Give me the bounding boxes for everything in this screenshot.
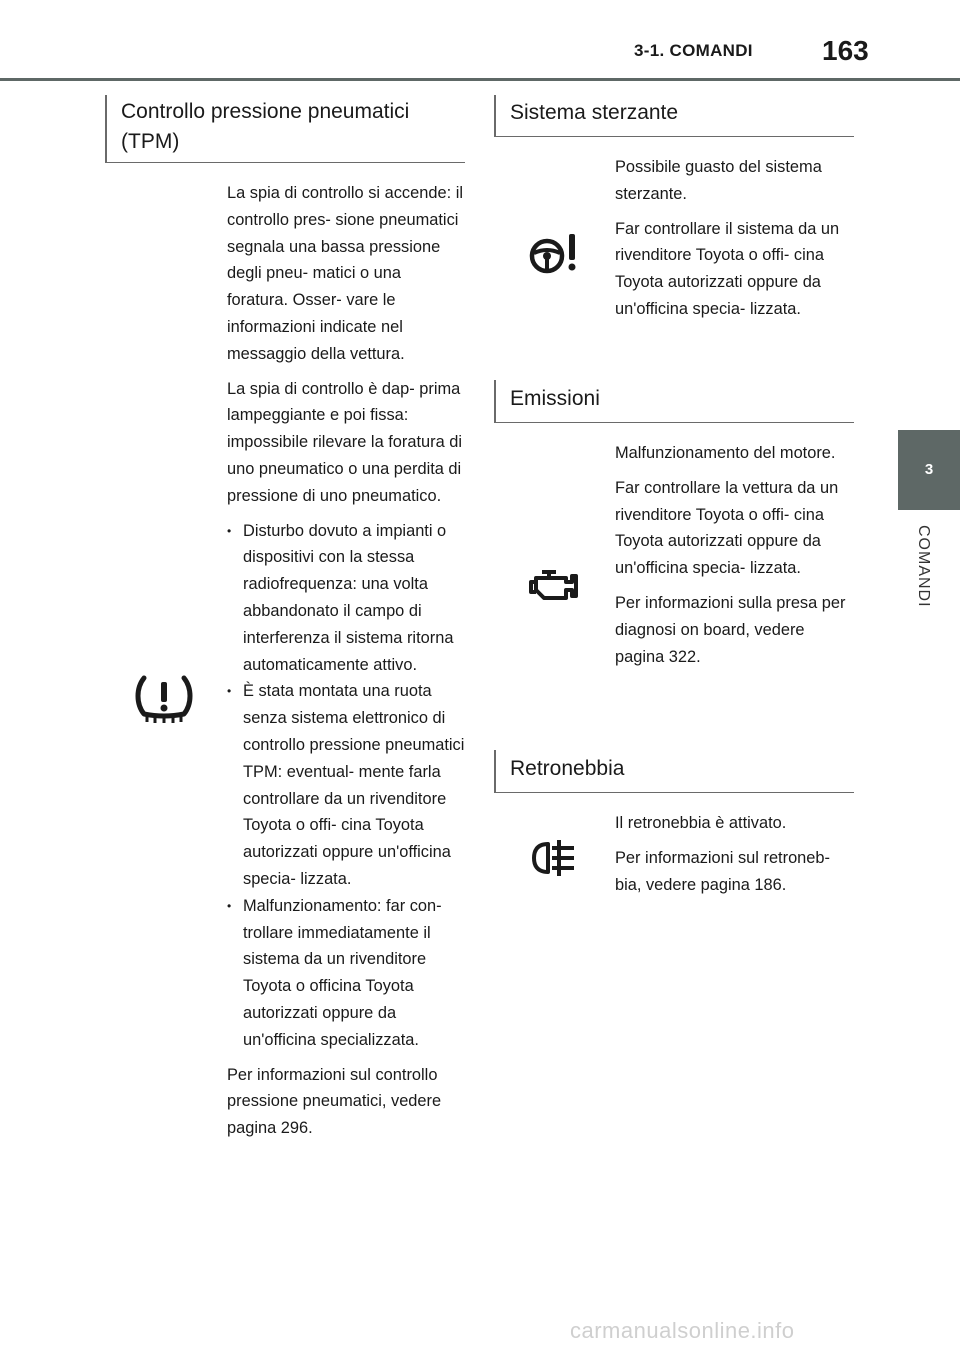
list-item: • Malfunzionamento: far con- trollare immediatamente il sistema da un rivenditore Toyota o officina Toyota autorizzati oppure da un'officina specializzata. (227, 893, 465, 1054)
steering-paragraph-1: Possibile guasto del sistema sterzante. (615, 158, 822, 203)
rear-fog-light-icon (530, 838, 578, 878)
section-emissions-title: Emissioni (510, 387, 600, 410)
tpm-title-line1: Controllo pressione pneumatici (121, 100, 410, 123)
running-header-section: 3-1. COMANDI (634, 41, 753, 60)
chapter-number: 3 (924, 461, 934, 478)
list-item: • Disturbo dovuto a impianti o dispositivi con la stessa radiofrequenza: una volta abbandonato il campo di interferenza il sistema ritorna automaticamente attivo. (227, 518, 465, 679)
emissions-paragraph-3: Per informazioni sulla presa per diagnosi on board, vedere pagina 322. (615, 593, 846, 666)
watermark: carmanualsonline.info (570, 1318, 795, 1343)
steering-warning-icon (528, 232, 580, 276)
emissions-paragraph-2: Far controllare la vettura da un rivenditore Toyota o offi- cina Toyota autorizzati oppure da un'officina specia- lizzata. (615, 478, 839, 578)
section-tpm-heading (105, 95, 465, 163)
tpm-bullet-list (227, 518, 465, 1054)
list-item: • È stata montata una ruota senza sistema elettronico di controllo pressione pneumatici TPM: eventual- mente farla controllare da un rivenditore Toyota o offi- cina Toyota autorizzati oppure un'officina specia- lizzata. (227, 678, 465, 892)
section-emissions-body (615, 440, 855, 678)
section-steering-body (615, 154, 855, 331)
section-fog-title: Retronebbia (510, 757, 625, 780)
section-tpm-body (227, 180, 465, 1150)
fog-paragraph-2: Per informazioni sul retroneb- bia, vedere pagina 186. (615, 848, 830, 894)
tire-pressure-warning-icon (134, 674, 194, 726)
engine-check-icon (528, 566, 580, 602)
fog-paragraph-1: Il retronebbia è attivato. (615, 814, 787, 832)
chapter-tab (898, 430, 960, 510)
section-fog-body (615, 810, 855, 906)
section-steering-heading (494, 95, 854, 137)
tpm-paragraph-2: La spia di controllo è dap- prima lampeggiante e poi fissa: impossibile rilevare la foratura di uno pneumatico o una perdita di pressione di uno pneumatico. (227, 379, 463, 505)
section-emissions-heading (494, 380, 854, 423)
tpm-paragraph-1: La spia di controllo si accende: il controllo pres- sione pneumatici segnala una bassa pressione degli pneu- matici o una foratura. Osser- vare le informazioni indicate nel messaggio della vettura. (227, 184, 463, 363)
header-rule (0, 78, 960, 81)
chapter-label: COMANDI (915, 525, 932, 608)
tpm-paragraph-3: Per informazioni sul controllo pressione pneumatici, vedere pagina 296. (227, 1065, 442, 1138)
section-steering-title: Sistema sterzante (510, 101, 679, 124)
tpm-title-line2: (TPM) (121, 130, 180, 153)
section-fog-heading (494, 750, 854, 793)
page-number: 163 (822, 35, 869, 66)
steering-paragraph-2: Far controllare il sistema da un rivenditore Toyota o offi- cina Toyota autorizzati oppure da un'officina specia- lizzata. (615, 219, 840, 318)
section-tpm-title (121, 97, 409, 157)
emissions-paragraph-1: Malfunzionamento del motore. (615, 444, 836, 462)
